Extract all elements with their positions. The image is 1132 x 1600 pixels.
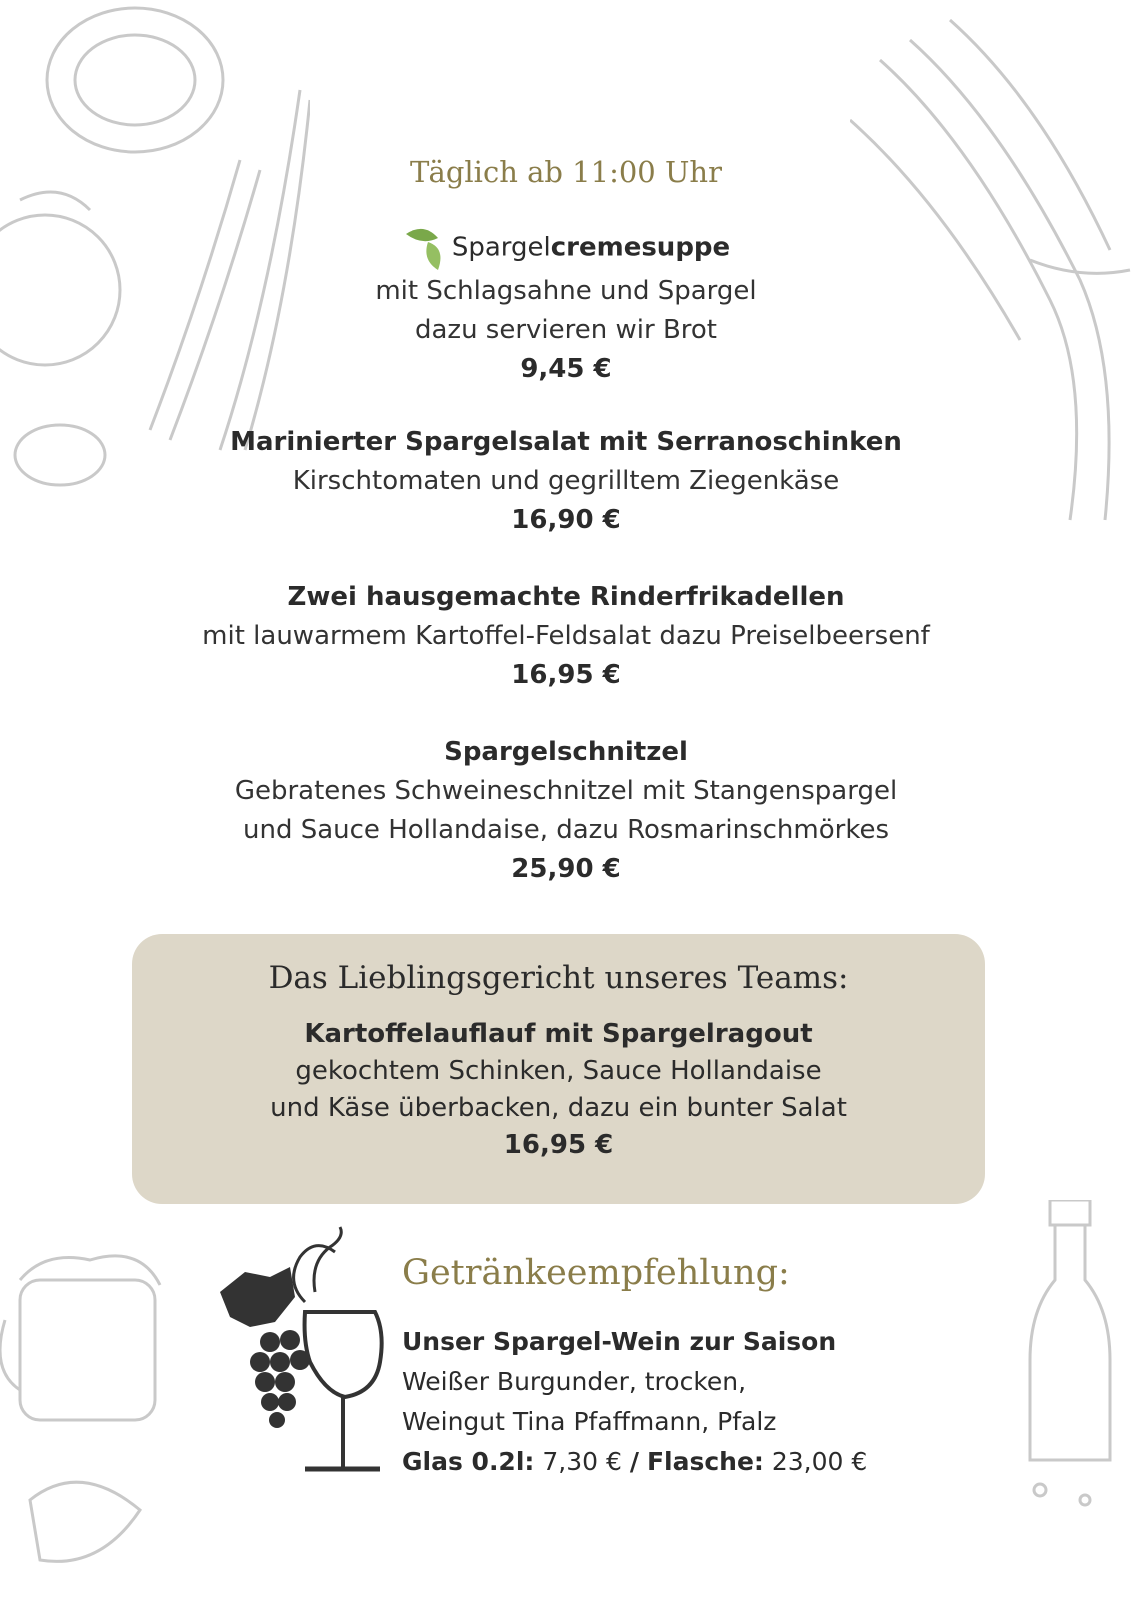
drink-desc: Weingut Tina Pfaffmann, Pfalz: [402, 1407, 777, 1436]
glass-label: Glas 0.2l:: [402, 1447, 535, 1476]
menu-item-desc: Gebratenes Schweineschnitzel mit Stangenspargel: [234, 776, 898, 806]
service-time-heading: Täglich ab 11:00 Uhr: [410, 155, 722, 189]
menu-item-price: 9,45 €: [520, 354, 612, 384]
menu-item-frikadellen: [0, 578, 1132, 695]
menu-item-title: Marinierter Spargelsalat mit Serranoschinken: [230, 427, 902, 457]
drink-desc: Weißer Burgunder, trocken,: [402, 1367, 747, 1396]
leaf-icon: [402, 224, 446, 272]
team-favorite-box: [132, 934, 985, 1204]
glass-price: 7,30 €: [542, 1447, 622, 1476]
menu-item-desc: gekochtem Schinken, Sauce Hollandaise: [295, 1056, 822, 1086]
bottle-sketch: [1010, 1200, 1132, 1600]
menu-item-desc: Kirschtomaten und gegrilltem Ziegenkäse: [292, 466, 840, 496]
drink-heading: Getränkeempfehlung:: [402, 1253, 790, 1293]
drink-recommendation: [402, 1322, 867, 1482]
menu-item-desc: und Käse überbacken, dazu ein bunter Salat: [270, 1093, 847, 1123]
menu-item-desc: und Sauce Hollandaise, dazu Rosmarinschmörkes: [243, 815, 889, 845]
drink-prices: [402, 1442, 867, 1482]
team-favorite-heading: Das Lieblingsgericht unseres Teams:: [268, 960, 849, 996]
menu-item-title: Spargelschnitzel: [444, 737, 688, 767]
menu-item-price: 16,90 €: [511, 505, 621, 535]
menu-item-price: 16,95 €: [503, 1130, 614, 1160]
beer-mug-sketch: [0, 1240, 190, 1600]
menu-item-title: Zwei hausgemachte Rinderfrikadellen: [287, 582, 845, 612]
menu-item-price: 25,90 €: [511, 854, 621, 884]
menu-item-salad: [0, 423, 1132, 540]
team-favorite-item: [132, 1016, 985, 1164]
price-separator: /: [629, 1447, 639, 1476]
menu-item-title: Kartoffelauflauf mit Spargelragout: [304, 1019, 813, 1049]
bottle-price: 23,00 €: [771, 1447, 868, 1476]
menu-item-title: Spargelcremesuppe: [0, 224, 1132, 272]
wine-glass-icon: [215, 1222, 390, 1477]
bottle-label: Flasche:: [646, 1447, 764, 1476]
drink-title: Unser Spargel-Wein zur Saison: [402, 1327, 837, 1356]
menu-item-desc: mit lauwarmem Kartoffel-Feldsalat dazu Preiselbeersenf: [202, 621, 930, 651]
menu-item-desc: mit Schlagsahne und Spargel: [375, 276, 757, 306]
menu-item-schnitzel: [0, 733, 1132, 889]
menu-item-desc: dazu servieren wir Brot: [414, 315, 718, 345]
menu-item-price: 16,95 €: [511, 660, 621, 690]
menu-item-soup: [0, 224, 1132, 389]
